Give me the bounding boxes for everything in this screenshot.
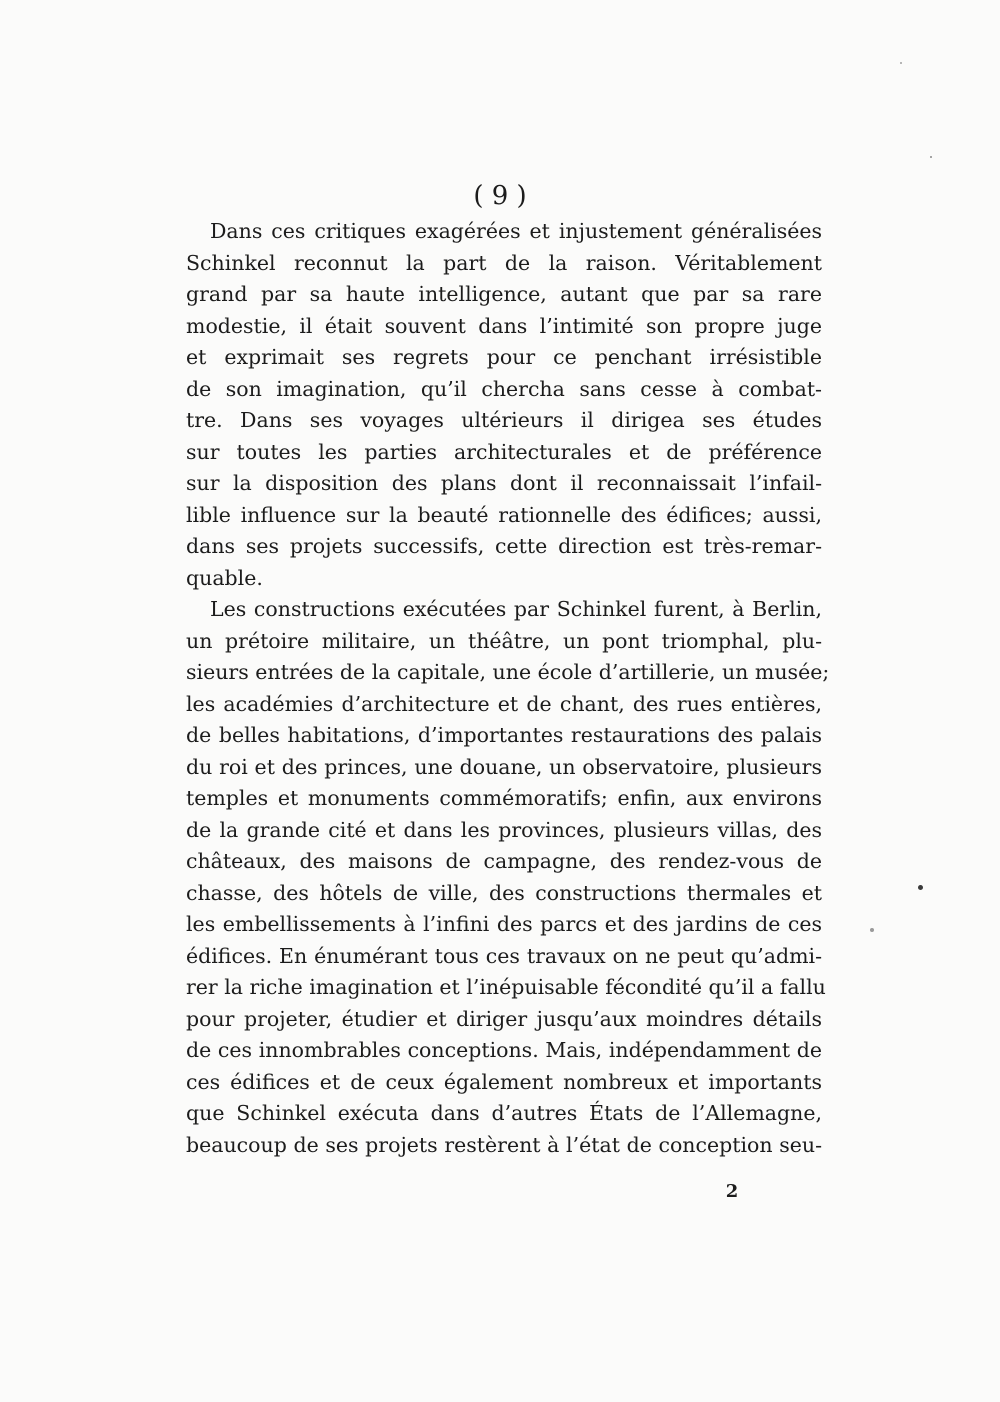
body-text [186, 216, 830, 1161]
text-line: chasse, des hôtels de ville, des constructions thermales et [186, 880, 822, 905]
text-line: sur la disposition des plans dont il reconnaissait l’infail- [186, 471, 822, 495]
text-line: Schinkel reconnut la part de la raison. Véritablement [186, 250, 822, 275]
text-line: les embellissements à l’infini des parcs et des jardins de ces [186, 912, 822, 936]
text-line: temples et monuments commémoratifs; enfin, aux environs [186, 786, 822, 810]
text-line: Dans ces critiques exagérées et injustement généralisées [210, 219, 822, 243]
paragraph-2 [186, 594, 830, 1161]
text-line: lible influence sur la beauté rationnelle des édifices; aussi, [186, 502, 822, 527]
text-line: sieurs entrées de la capitale, une école d’artillerie, un musée; [186, 660, 830, 684]
text-line: du roi et des princes, une douane, un observatoire, plusieurs [186, 754, 822, 779]
text-line: tre. Dans ses voyages ultérieurs il dirigea ses études [186, 408, 822, 432]
paper-speck [900, 62, 902, 64]
text-line: rer la riche imagination et l’inépuisable fécondité qu’il a fallu [186, 975, 826, 999]
text-line: sur toutes les parties architecturales et de préférence [186, 439, 822, 464]
text-line: de la grande cité et dans les provinces, plusieurs villas, des [186, 817, 822, 842]
text-line: de son imagination, qu’il chercha sans cesse à combat- [186, 376, 822, 401]
text-line: ces édifices et de ceux également nombreux et importants [186, 1069, 822, 1094]
text-line: grand par sa haute intelligence, autant que par sa rare [186, 282, 822, 306]
paragraph-1 [186, 216, 822, 594]
text-line: pour projeter, étudier et diriger jusqu’aux moindres détails [186, 1006, 822, 1031]
text-line: un prétoire militaire, un théâtre, un pont triomphal, plu- [186, 628, 822, 653]
text-line: châteaux, des maisons de campagne, des rendez-vous de [186, 849, 822, 873]
text-line: et exprimait ses regrets pour ce penchant irrésistible [186, 345, 822, 369]
paper-speck [918, 885, 923, 890]
text-line: beaucoup de ses projets restèrent à l’état de conception seu- [186, 1132, 822, 1157]
signature-mark: 2 [725, 1181, 739, 1202]
text-line: édifices. En énumérant tous ces travaux on ne peut qu’admi- [186, 943, 822, 968]
text-line: Les constructions exécutées par Schinkel furent, à Berlin, [210, 597, 822, 621]
paper-speck [930, 156, 932, 158]
text-line: modestie, il était souvent dans l’intimité son propre juge [186, 313, 822, 338]
text-line: que Schinkel exécuta dans d’autres États de l’Allemagne, [186, 1101, 822, 1125]
text-line: les académies d’architecture et de chant, des rues entières, [186, 691, 822, 716]
text-line: quable. [186, 565, 263, 590]
text-line: de ces innombrables conceptions. Mais, indépendamment de [186, 1038, 822, 1062]
text-line: dans ses projets successifs, cette direction est très-remar- [186, 534, 822, 558]
text-line: de belles habitations, d’importantes restaurations des palais [186, 723, 822, 747]
paper-speck [870, 928, 874, 932]
page-number: ( 9 ) [473, 181, 527, 211]
